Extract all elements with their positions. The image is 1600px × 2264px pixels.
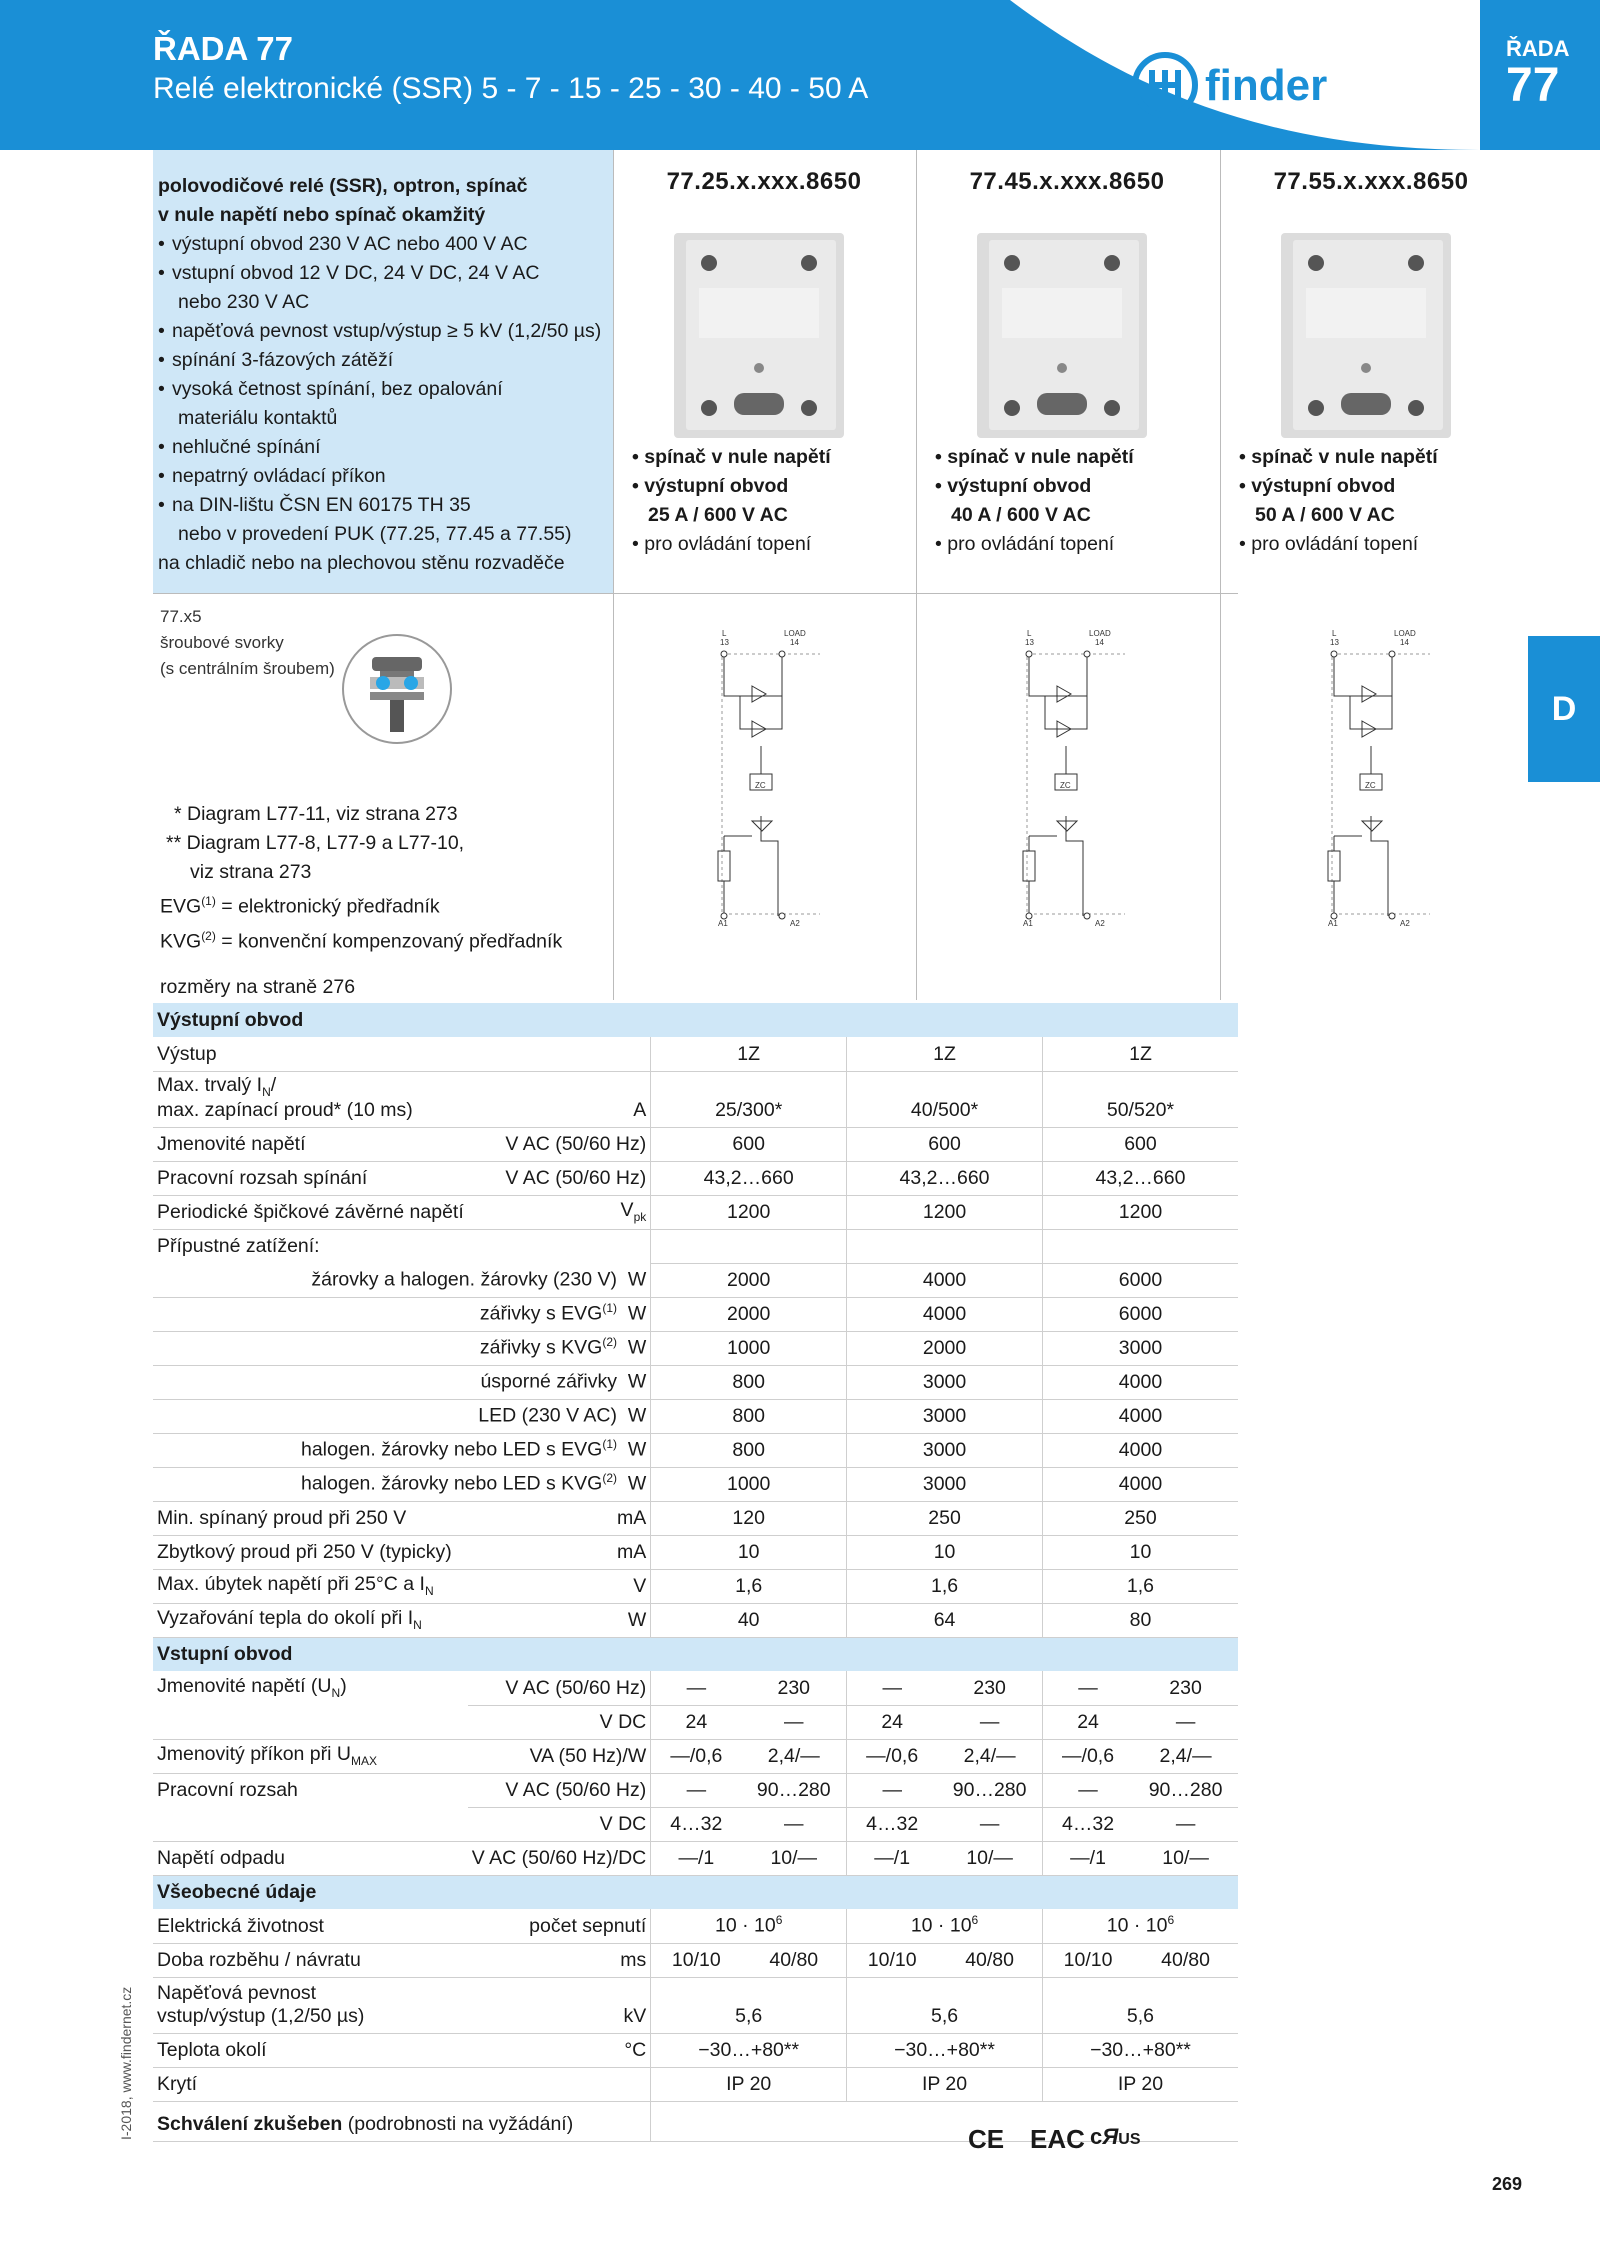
eac-mark-icon: EAC (1030, 2124, 1085, 2154)
svg-text:A1: A1 (1023, 919, 1033, 928)
svg-text:14: 14 (1095, 638, 1104, 647)
table-row: Výstup 1Z 1Z 1Z (153, 1037, 1238, 1071)
table-row: Vyzařování tepla do okolí při $I_N$ W 40 64 80 (153, 1603, 1238, 1637)
table-row: Max. úbytek napětí při 25°C a $I_N$ V 1,6 1,6 1,6 (153, 1569, 1238, 1603)
finder-logo (1130, 50, 1370, 120)
table-row: Schválení zkušeben (podrobnosti na vyžádání) (153, 2101, 1238, 2141)
table-row: Max. trvalý $I_N/$ max. zapínací proud* (10 ms) A 25/300* 40/500* 50/520* (153, 1071, 1238, 1127)
table-row: Doba rozběhu / návratu ms 10/10 40/80 10/10 40/80 10/10 40/80 (153, 1943, 1238, 1977)
product-features: • spínač v nule napětí • výstupní obvod 50 A / 600 V AC • pro ovládání topení (1239, 446, 1438, 555)
svg-text:LOAD: LOAD (1089, 629, 1111, 638)
product-column-1 (614, 168, 914, 555)
feature-item: nepatrný ovládací příkon (172, 465, 386, 487)
page-number: 269 (1492, 2174, 1523, 2194)
table-row: halogen. žárovky nebo LED s EVG$^{(1)}$ W 800 3000 4000 (153, 1433, 1238, 1467)
table-row: V DC 4…32 — 4…32 — 4…32 — (153, 1807, 1238, 1841)
section-header: Vstupní obvod (153, 1637, 651, 1671)
svg-text:ZC: ZC (1060, 781, 1071, 790)
product-column-2 (917, 168, 1217, 555)
table-row: Jmenovité napětí V AC (50/60 Hz) 600 600 600 (153, 1127, 1238, 1161)
table-row: zářivky s EVG$^{(1)}$ W 2000 4000 6000 (153, 1297, 1238, 1331)
feature-item: výstupní obvod 230 V AC nebo 400 V AC (172, 233, 528, 255)
feature-item: spínání 3-fázových zátěží (172, 349, 394, 371)
feature-item: napěťová pevnost vstup/výstup ≥ 5 kV (1,2/50 µs) (172, 320, 602, 342)
svg-text:L: L (1332, 629, 1337, 638)
table-row: Napětí odpadu V AC (50/60 Hz)/DC —/1 10/— —/1 10/— —/1 10/— (153, 1841, 1238, 1875)
table-row: Pracovní rozsah spínání V AC (50/60 Hz) 43,2…660 43,2…660 43,2…660 (153, 1161, 1238, 1195)
feature-item: nehlučné spínání (172, 436, 321, 458)
table-row: Zbytkový proud při 250 V (typicky) mA 10 10 10 (153, 1535, 1238, 1569)
wiring-diagram (700, 626, 820, 936)
table-row: Teplota okolí °C −30…+80** −30…+80** −30…+80** (153, 2033, 1238, 2067)
svg-text:ZC: ZC (755, 781, 766, 790)
feature-item: vysoká četnost spínání, bez opalování (172, 378, 503, 400)
wiring-diagram (1005, 626, 1125, 936)
screw-terminal-icon (340, 632, 455, 747)
features-box: polovodičové relé (SSR), optron, spínač v nule napětí nebo spínač okamžitý • výstupní obvod 230 V AC nebo 400 V AC • vstupní obvod 12 V DC, 24 V DC, 24 V AC nebo 230 V AC • napěťová pevnost vstup/výstup ≥ 5 kV (1,2/50 µs) • spínání 3-fázových zátěží • vysoká četnost spínání, bez opalování materiálu kontaktů • nehlučné spínání • nepatrný ovládací příkon • na DIN-lištu ČSN EN 60175 TH 35 nebo v provedení PUK (77.25, 77.45 a 77.55) na chladič nebo na plechovou stěnu rozvaděče (153, 150, 613, 593)
table-row: V DC 24 — 24 — 24 — (153, 1705, 1238, 1739)
footnotes: * Diagram L77-11, viz strana 273 ** Diagram L77-8, L77-9 a L77-10, viz strana 273 $EVG^{(1)}$ = elektronický předřadník $KVG^{(2)}$ = konvenční kompenzovaný předřadník (160, 803, 563, 952)
ce-mark-icon: CE (968, 2124, 1005, 2154)
spec-table (153, 1003, 1238, 2142)
table-row: Min. spínaný proud při 250 V mA 120 250 250 (153, 1501, 1238, 1535)
table-row: Jmenovité napětí $(U_N)$ V AC (50/60 Hz) — 230 — 230 — 230 (153, 1671, 1238, 1705)
svg-text:13: 13 (1025, 638, 1034, 647)
svg-text:13: 13 (1330, 638, 1339, 647)
table-row: Pracovní rozsah V AC (50/60 Hz) — 90…280 — 90…280 — 90…280 (153, 1773, 1238, 1807)
footer-side-text: I-2018, www.findernet.cz (118, 1986, 134, 2140)
product-column-3 (1221, 168, 1521, 555)
svg-text:14: 14 (790, 638, 799, 647)
table-row: Elektrická životnost počet sepnutí $10 \cdot 10^6$ $10 \cdot 10^6$ $10 \cdot 10^6$ (153, 1909, 1238, 1943)
feature-item: vstupní obvod 12 V DC, 24 V DC, 24 V AC (172, 262, 540, 284)
svg-text:A1: A1 (718, 919, 728, 928)
features-heading: polovodičové relé (SSR), optron, spínač (158, 175, 528, 197)
svg-text:LOAD: LOAD (784, 629, 806, 638)
page-header (0, 0, 1600, 150)
svg-text:finder: finder (1205, 61, 1328, 110)
table-row: Přípustné zatížení: (153, 1229, 1238, 1263)
table-row: LED (230 V AC) W 800 3000 4000 (153, 1399, 1238, 1433)
feature-item-cont: nebo v provedení PUK (77.25, 77.45 a 77.55) (178, 523, 572, 545)
ul-mark-icon: cЯUS (1090, 2124, 1141, 2149)
svg-text:A2: A2 (1400, 919, 1410, 928)
feature-item-cont: nebo 230 V AC (178, 291, 310, 313)
series-subtitle: Relé elektronické (SSR) 5 - 7 - 15 - 25 - 30 - 40 - 50 A (153, 72, 869, 105)
product-features: • spínač v nule napětí • výstupní obvod 25 A / 600 V AC • pro ovládání topení (632, 446, 831, 555)
table-row: Krytí IP 20 IP 20 IP 20 (153, 2067, 1238, 2101)
svg-text:A2: A2 (790, 919, 800, 928)
product-features: • spínač v nule napětí • výstupní obvod 40 A / 600 V AC • pro ovládání topení (935, 446, 1134, 555)
feature-item: na DIN-lištu ČSN EN 60175 TH 35 (172, 494, 471, 516)
svg-text:14: 14 (1400, 638, 1409, 647)
svg-text:L: L (1027, 629, 1032, 638)
section-tab-d: D (1528, 636, 1600, 782)
feature-item-cont: na chladič nebo na plechovou stěnu rozvaděče (158, 552, 565, 574)
table-row: zářivky s KVG$^{(2)}$ W 1000 2000 3000 (153, 1331, 1238, 1365)
wiring-diagram (1310, 626, 1430, 936)
series-title: ŘADA 77 (153, 30, 293, 67)
section-header: Všeobecné údaje (153, 1875, 651, 1909)
feature-item-cont: materiálu kontaktů (178, 407, 338, 429)
table-row: žárovky a halogen. žárovky (230 V) W 2000 4000 6000 (153, 1263, 1238, 1297)
table-row: Napěťová pevnost vstup/výstup (1,2/50 µs) kV 5,6 5,6 5,6 (153, 1977, 1238, 2033)
table-row: halogen. žárovky nebo LED s KVG$^{(2)}$ W 1000 3000 4000 (153, 1467, 1238, 1501)
features-heading-2: v nule napětí nebo spínač okamžitý (158, 204, 486, 226)
svg-text:L: L (722, 629, 727, 638)
dimensions-ref: rozměry na straně 276 (160, 976, 356, 998)
svg-text:ZC: ZC (1365, 781, 1376, 790)
section-header: Výstupní obvod (153, 1003, 651, 1037)
svg-text:13: 13 (720, 638, 729, 647)
series-number: 77 (1506, 59, 1560, 112)
svg-text:LOAD: LOAD (1394, 629, 1416, 638)
series-label: ŘADA (1506, 36, 1570, 61)
terminal-info: 77.x5 šroubové svorky (s centrálním šroubem) (160, 607, 335, 678)
row-divider (153, 593, 1238, 594)
product-code: 77.55.x.xxx.8650 (1273, 168, 1469, 195)
product-code: 77.25.x.xxx.8650 (666, 168, 862, 195)
table-row: Jmenovitý příkon při $U_{MAX}$ VA (50 Hz)/W —/0,6 2,4/— —/0,6 2,4/— —/0,6 2,4/— (153, 1739, 1238, 1773)
product-code: 77.45.x.xxx.8650 (969, 168, 1165, 195)
svg-text:A2: A2 (1095, 919, 1105, 928)
table-row: úsporné zářivky W 800 3000 4000 (153, 1365, 1238, 1399)
table-row: Periodické špičkové závěrné napětí $V_{pk}$ 1200 1200 1200 (153, 1195, 1238, 1229)
svg-text:A1: A1 (1328, 919, 1338, 928)
